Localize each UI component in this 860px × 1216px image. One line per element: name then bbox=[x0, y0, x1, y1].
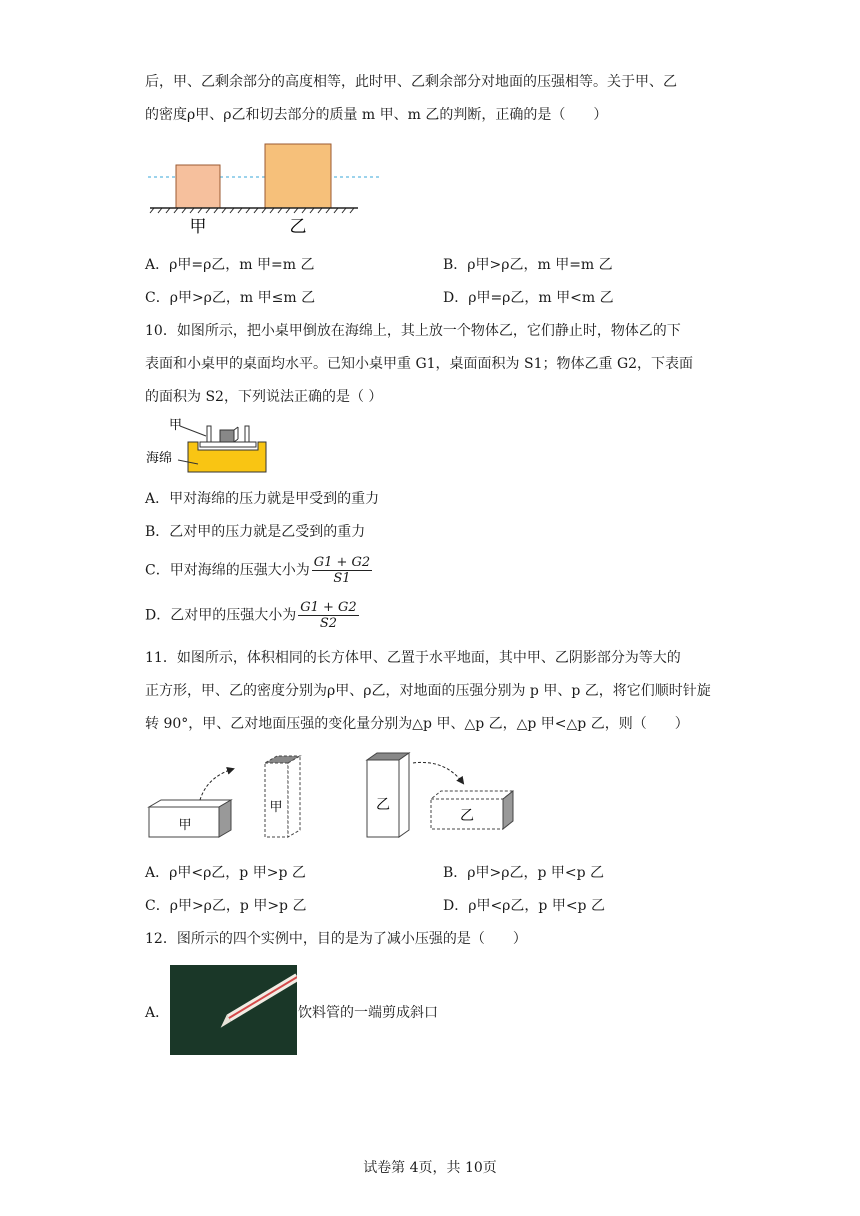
q9-option-b[interactable]: B．ρ甲>ρ乙，m 甲=m 乙 bbox=[443, 257, 613, 273]
q10-option-d-text: D．乙对甲的压强大小为 bbox=[145, 607, 297, 624]
q9-text-line-1: 后，甲、乙剩余部分的高度相等，此时甲、乙剩余部分对地面的压强相等。关于甲、乙 bbox=[145, 74, 677, 90]
label-yi-vertical: 乙 bbox=[376, 797, 390, 813]
q11-option-a[interactable]: A．ρ甲<ρ乙，p 甲>p 乙 bbox=[145, 865, 306, 881]
q12-option-a-letter[interactable]: A． bbox=[145, 1005, 170, 1021]
q11-figure bbox=[145, 745, 525, 845]
q11-text-line-1: 11．如图所示，体积相同的长方体甲、乙置于水平地面，其中甲、乙阴影部分为等大的 bbox=[145, 650, 681, 666]
fraction-g1-g2-over-s1: $\frac{G1 + G2}{S1}$ bbox=[313, 555, 371, 586]
label-jia-vertical: 甲 bbox=[269, 800, 283, 815]
page-footer: 试卷第 4页，共 10页 bbox=[363, 1160, 497, 1176]
rotation-arrow-jia bbox=[200, 769, 233, 800]
block-yi bbox=[265, 144, 331, 208]
q12-text-line-1: 12．图所示的四个实例中，目的是为了减小压强的是（ ） bbox=[145, 931, 527, 947]
q10-option-b[interactable]: B．乙对甲的压力就是乙受到的重力 bbox=[145, 524, 366, 540]
block-yi-vertical bbox=[367, 753, 409, 837]
q11-option-c[interactable]: C．ρ甲>ρ乙，p 甲>p 乙 bbox=[145, 898, 307, 914]
block-jia bbox=[176, 165, 220, 208]
q10-option-a[interactable]: A．甲对海绵的压力就是甲受到的重力 bbox=[145, 491, 380, 507]
q10-option-c-text: C．甲对海绵的压强大小为 bbox=[145, 562, 310, 579]
q9-figure bbox=[148, 140, 388, 240]
label-jia: 甲 bbox=[189, 217, 207, 237]
q11-text-line-3: 转 90°，甲、乙对地面压强的变化量分别为△p 甲、△p 乙，△p 甲<△p 乙，则（ ） bbox=[145, 716, 689, 732]
q9-option-a[interactable]: A．ρ甲=ρ乙，m 甲=m 乙 bbox=[145, 257, 315, 273]
q10-option-d[interactable] bbox=[145, 600, 359, 631]
leader-line-jia bbox=[180, 426, 206, 436]
q10-text-line-3: 的面积为 S2，下列说法正确的是（ ） bbox=[145, 389, 383, 405]
q10-text-line-2: 表面和小桌甲的桌面均水平。已知小桌甲重 G1，桌面面积为 S1；物体乙重 G2，下表面 bbox=[145, 356, 694, 372]
q9-option-d[interactable]: D．ρ甲=ρ乙，m 甲<m 乙 bbox=[443, 290, 614, 306]
label-yi-horizontal: 乙 bbox=[460, 808, 474, 824]
block-yi-horizontal bbox=[431, 791, 513, 829]
q11-text-line-2: 正方形，甲、乙的密度分别为ρ甲、ρ乙，对地面的压强分别为 p 甲、p 乙，将它们顺时针旋 bbox=[145, 683, 711, 699]
drinking-straw-photo bbox=[170, 965, 297, 1055]
label-jia-horizontal: 甲 bbox=[178, 818, 192, 833]
fraction-g1-g2-over-s2: $\frac{G1 + G2}{S2}$ bbox=[300, 600, 357, 631]
label-yi: 乙 bbox=[289, 217, 307, 237]
q11-option-b[interactable]: B．ρ甲>ρ乙，p 甲<p 乙 bbox=[443, 865, 605, 881]
label-sponge: 海绵 bbox=[146, 451, 173, 466]
block-jia-horizontal bbox=[149, 800, 231, 837]
q9-text-line-2: 的密度ρ甲、ρ乙和切去部分的质量 m 甲、m 乙的判断，正确的是（ ） bbox=[145, 107, 608, 123]
q9-option-c[interactable]: C．ρ甲>ρ乙，m 甲≤m 乙 bbox=[145, 290, 316, 306]
table-top bbox=[200, 442, 256, 447]
q10-option-c[interactable] bbox=[145, 555, 372, 586]
object-yi bbox=[220, 430, 234, 442]
table-leg-right bbox=[245, 426, 249, 442]
rotation-arrow-yi bbox=[413, 762, 463, 783]
q12-option-a-text[interactable]: 饮料管的一端剪成斜口 bbox=[298, 1005, 438, 1021]
block-jia-vertical bbox=[265, 756, 300, 837]
q11-option-d[interactable]: D．ρ甲<ρ乙，p 甲<p 乙 bbox=[443, 898, 605, 914]
label-jia: 甲 bbox=[169, 418, 183, 433]
q10-figure bbox=[140, 412, 275, 487]
table-leg-left bbox=[207, 426, 211, 442]
q10-text-line-1: 10．如图所示，把小桌甲倒放在海绵上，其上放一个物体乙，它们静止时，物体乙的下 bbox=[145, 323, 681, 339]
